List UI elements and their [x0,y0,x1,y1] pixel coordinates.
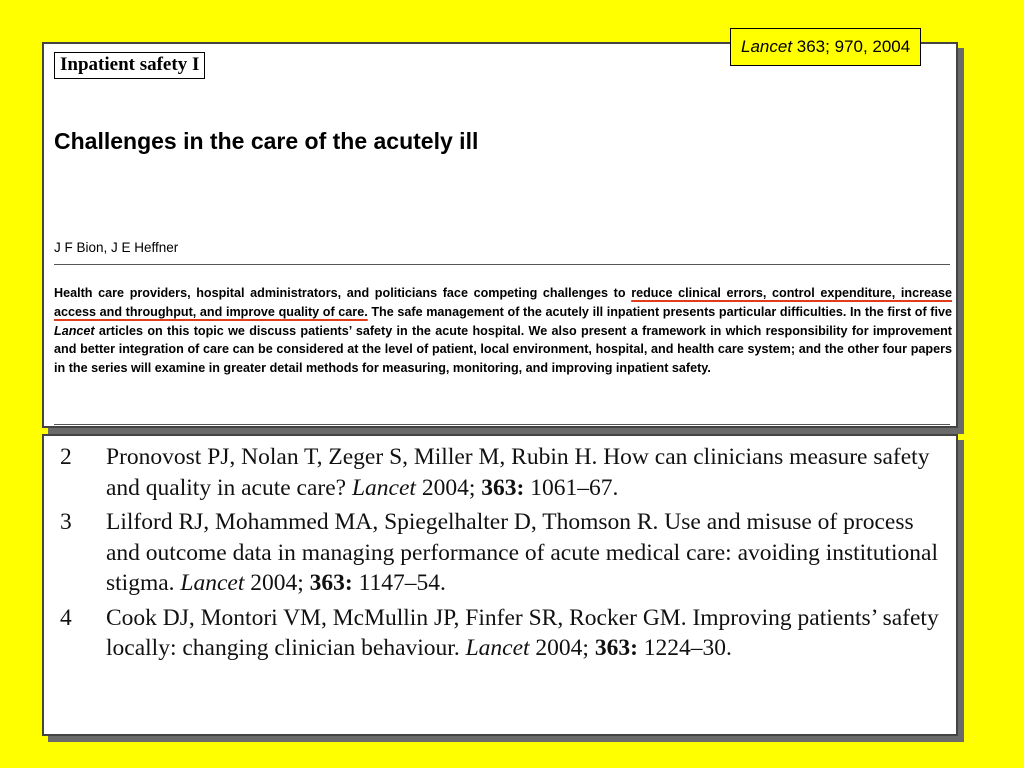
reference-year: 2004; [244,570,310,596]
reference-text [106,507,940,599]
reference-pages: 1061–67. [524,474,619,501]
abstract-highlight: reduce clinical errors, control expenditure, increase access and throughput, and improve quality of care. [54,286,952,319]
reference-authors-title: Lilford RJ, Mohammed MA, Spiegelhalter D, Thomson R. Use and misuse of process and outcome data in managing performance of acute medical care: avoiding institutional stigma. [106,509,938,596]
reference-pages: 1147–54. [352,570,446,596]
abstract-journal: Lancet [54,323,95,338]
reference-journal: Lancet [351,474,416,501]
reference-year: 2004; [529,635,595,661]
reference-volume: 363: [481,474,525,501]
reference-number: 3 [60,509,72,535]
reference-pages: 1224–30. [637,635,732,661]
reference-year: 2004; [415,474,482,501]
references-panel [42,434,958,736]
abstract-text: articles on this topic we discuss patients’ safety in the acute hospital. We also present a framework in which responsibility for improvement and better integration of care can be considered at the level of patient, local environment, hospital, and health care system; and the other four papers in the series will examine in greater detail methods for measuring, monitoring, and improving inpatient safety. [54,323,952,376]
reference-volume: 363: [309,570,353,596]
reference-text [106,442,940,503]
reference-list [60,442,940,668]
reference-volume: 363: [594,635,638,661]
article-title: Challenges in the care of the acutely ill [54,128,479,154]
reference-journal: Lancet [180,570,245,596]
reference-item [60,442,940,503]
citation-details: 363; 970, 2004 [792,37,911,56]
citation-journal: Lancet [741,37,793,56]
reference-authors-title: Pronovost PJ, Nolan T, Zeger S, Miller M, Rubin H. How can clinicians measure safety and quality in acute care? [106,444,930,501]
reference-journal: Lancet [465,635,530,661]
reference-number: 4 [60,604,72,631]
article-authors: J F Bion, J E Heffner [54,240,179,255]
article-abstract [54,284,952,378]
reference-number: 2 [60,444,72,470]
abstract-text: The safe management of the acutely ill inpatient presents particular difficulties. In the first of five [367,304,953,319]
reference-authors-title: Cook DJ, Montori VM, McMullin JP, Finfer SR, Rocker GM. Improving patients’ safety locally: changing clinician behaviour. [106,604,939,661]
reference-item [60,507,940,599]
abstract-text: Health care providers, hospital administrators, and politicians face competing challenges to [54,286,632,300]
reference-text [106,603,940,664]
divider [54,424,950,425]
section-label: Inpatient safety I [54,52,205,79]
article-panel [42,42,958,428]
reference-item [60,603,940,664]
divider [54,264,950,265]
citation-badge [730,28,921,66]
